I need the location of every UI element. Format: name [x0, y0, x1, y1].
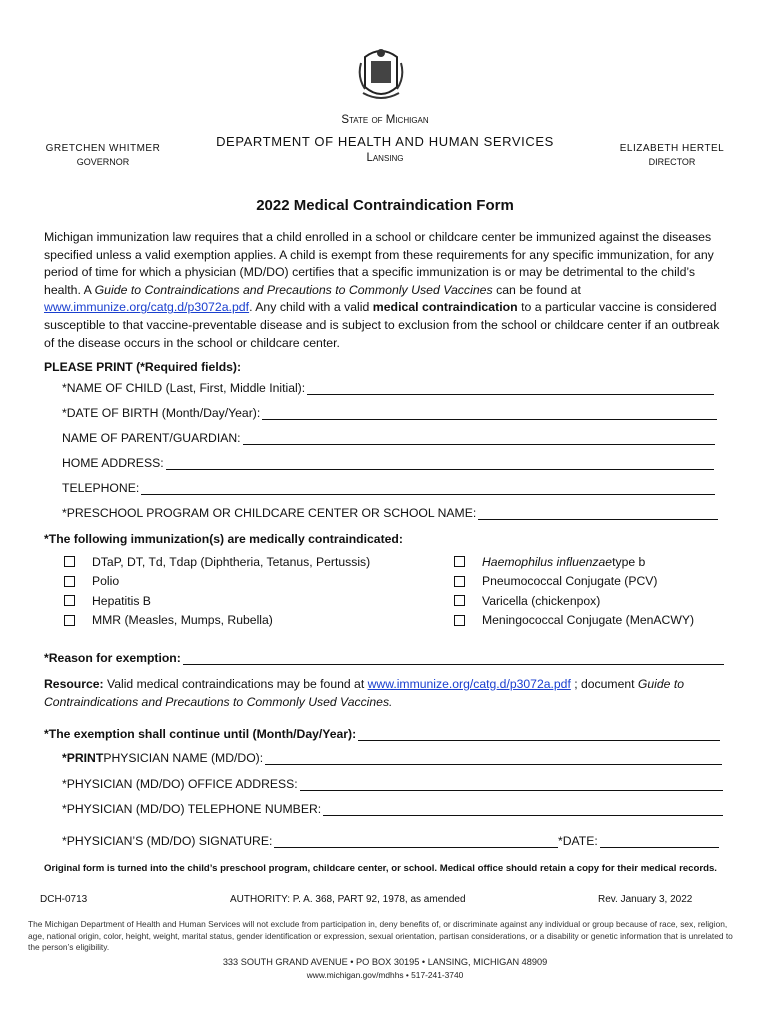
- telephone-field[interactable]: TELEPHONE:: [62, 481, 715, 495]
- child-name-field[interactable]: *NAME OF CHILD (Last, First, Middle Initial):: [62, 381, 714, 395]
- physician-phone-field[interactable]: *PHYSICIAN (MD/DO) TELEPHONE NUMBER:: [62, 802, 723, 816]
- resource-link[interactable]: www.immunize.org/catg.d/p3072a.pdf: [367, 677, 571, 691]
- checkbox-icon[interactable]: [454, 576, 465, 587]
- city-name: Lansing: [366, 152, 404, 164]
- director-name: ELIZABETH HERTEL: [619, 143, 725, 154]
- immunizations-right-list: [454, 552, 694, 630]
- governor-name: GRETCHEN WHITMER: [45, 143, 161, 154]
- checkbox-polio[interactable]: Polio: [64, 572, 370, 592]
- exemption-until-field[interactable]: *The exemption shall continue until (Month/Day/Year):: [44, 727, 720, 741]
- please-print-heading: PLEASE PRINT (*Required fields):: [44, 360, 242, 374]
- contraindications-guide-link[interactable]: www.immunize.org/catg.d/p3072a.pdf: [44, 300, 250, 315]
- parent-name-field[interactable]: NAME OF PARENT/GUARDIAN:: [62, 431, 715, 445]
- checkbox-dtap[interactable]: DTaP, DT, Td, Tdap (Diphtheria, Tetanus, Pertussis): [64, 552, 370, 572]
- checkbox-mmr[interactable]: MMR (Measles, Mumps, Rubella): [64, 611, 370, 631]
- department-name: DEPARTMENT OF HEALTH AND HUMAN SERVICES: [216, 134, 554, 149]
- checkbox-icon[interactable]: [454, 556, 465, 567]
- dob-field[interactable]: *DATE OF BIRTH (Month/Day/Year):: [62, 406, 717, 420]
- school-name-field[interactable]: *PRESCHOOL PROGRAM OR CHILDCARE CENTER OR SCHOOL NAME:: [62, 506, 718, 520]
- nondiscrimination-statement: The Michigan Department of Health and Human Services will not exclude from participation in, deny benefits of, or discriminate against any individual or group because of race, sex, religion, age, national origin, color, height, weight, marital status, gender identification or expression, sexual orientation, partisan considerations, or a disability or genetic information that is unrelated to the person’s eligibility.: [28, 919, 733, 953]
- checkbox-icon[interactable]: [64, 556, 75, 567]
- form-id: DCH-0713: [40, 894, 88, 905]
- physician-name-field[interactable]: *PRINT PHYSICIAN NAME (MD/DO):: [62, 751, 722, 765]
- physician-office-field[interactable]: *PHYSICIAN (MD/DO) OFFICE ADDRESS:: [62, 777, 723, 791]
- governor-title: GOVERNOR: [76, 157, 130, 167]
- director-title: DIRECTOR: [648, 157, 696, 167]
- reason-field[interactable]: *Reason for exemption:: [44, 651, 724, 665]
- immunizations-left-list: [64, 552, 370, 630]
- checkbox-icon[interactable]: [454, 615, 465, 626]
- original-form-note: Original form is turned into the child’s preschool program, childcare center, or school. Medical office should retain a copy for their medical records.: [44, 863, 717, 874]
- address-line: 333 SOUTH GRAND AVENUE • PO BOX 30195 • LANSING, MICHIGAN 48909: [222, 957, 548, 967]
- checkbox-icon[interactable]: [64, 615, 75, 626]
- checkbox-icon[interactable]: [64, 595, 75, 606]
- checkbox-icon[interactable]: [454, 595, 465, 606]
- home-address-field[interactable]: HOME ADDRESS:: [62, 456, 714, 470]
- form-title: 2022 Medical Contraindication Form: [256, 197, 514, 214]
- physician-signature-field[interactable]: *PHYSICIAN’S (MD/DO) SIGNATURE:: [62, 834, 558, 848]
- state-name: State of Michigan: [341, 114, 429, 126]
- checkbox-meningococcal[interactable]: Meningococcal Conjugate (MenACWY): [454, 611, 694, 631]
- checkbox-hepatitis-b[interactable]: Hepatitis B: [64, 591, 370, 611]
- checkbox-varicella[interactable]: Varicella (chickenpox): [454, 591, 694, 611]
- checkbox-hib[interactable]: Haemophilus influenzae type b: [454, 552, 694, 572]
- web-phone-line: www.michigan.gov/mdhhs • 517-241-3740: [306, 970, 464, 980]
- signature-date-field[interactable]: *DATE:: [558, 834, 719, 848]
- authority: AUTHORITY: P. A. 368, PART 92, 1978, as amended: [230, 894, 466, 905]
- immunizations-heading: *The following immunization(s) are medically contraindicated:: [44, 532, 403, 546]
- checkbox-icon[interactable]: [64, 576, 75, 587]
- state-seal-icon: [355, 43, 407, 105]
- checkbox-pcv[interactable]: Pneumococcal Conjugate (PCV): [454, 572, 694, 592]
- resource-note: Resource: Valid medical contraindications may be found at www.immunize.org/catg.d/p3072a.pdf ; document Guide to Contraindications and Precautions to Commonly Used Vaccines.: [44, 677, 684, 709]
- revision-date: Rev. January 3, 2022: [598, 894, 693, 905]
- intro-paragraph: Michigan immunization law requires that a child enrolled in a school or childcare center be immunized against the diseases specified unless a valid exemption applies. A child is exempt from these requirements for any specific immunization, for any period of time for which a physician (MD/DO) certifies that a specific immunization is or may be detrimental to the child’s health. A Guide to Contraindications and Precautions to Commonly Used Vaccines can be found at www.immunize.org/catg.d/p3072a.pdf. Any child with a valid medical contraindication to a particular vaccine is considered susceptible to that vaccine-preventable disease and is subject to exclusion from the school or childcare center if an outbreak of the disease occurs in the school or childcare center.: [44, 230, 720, 350]
